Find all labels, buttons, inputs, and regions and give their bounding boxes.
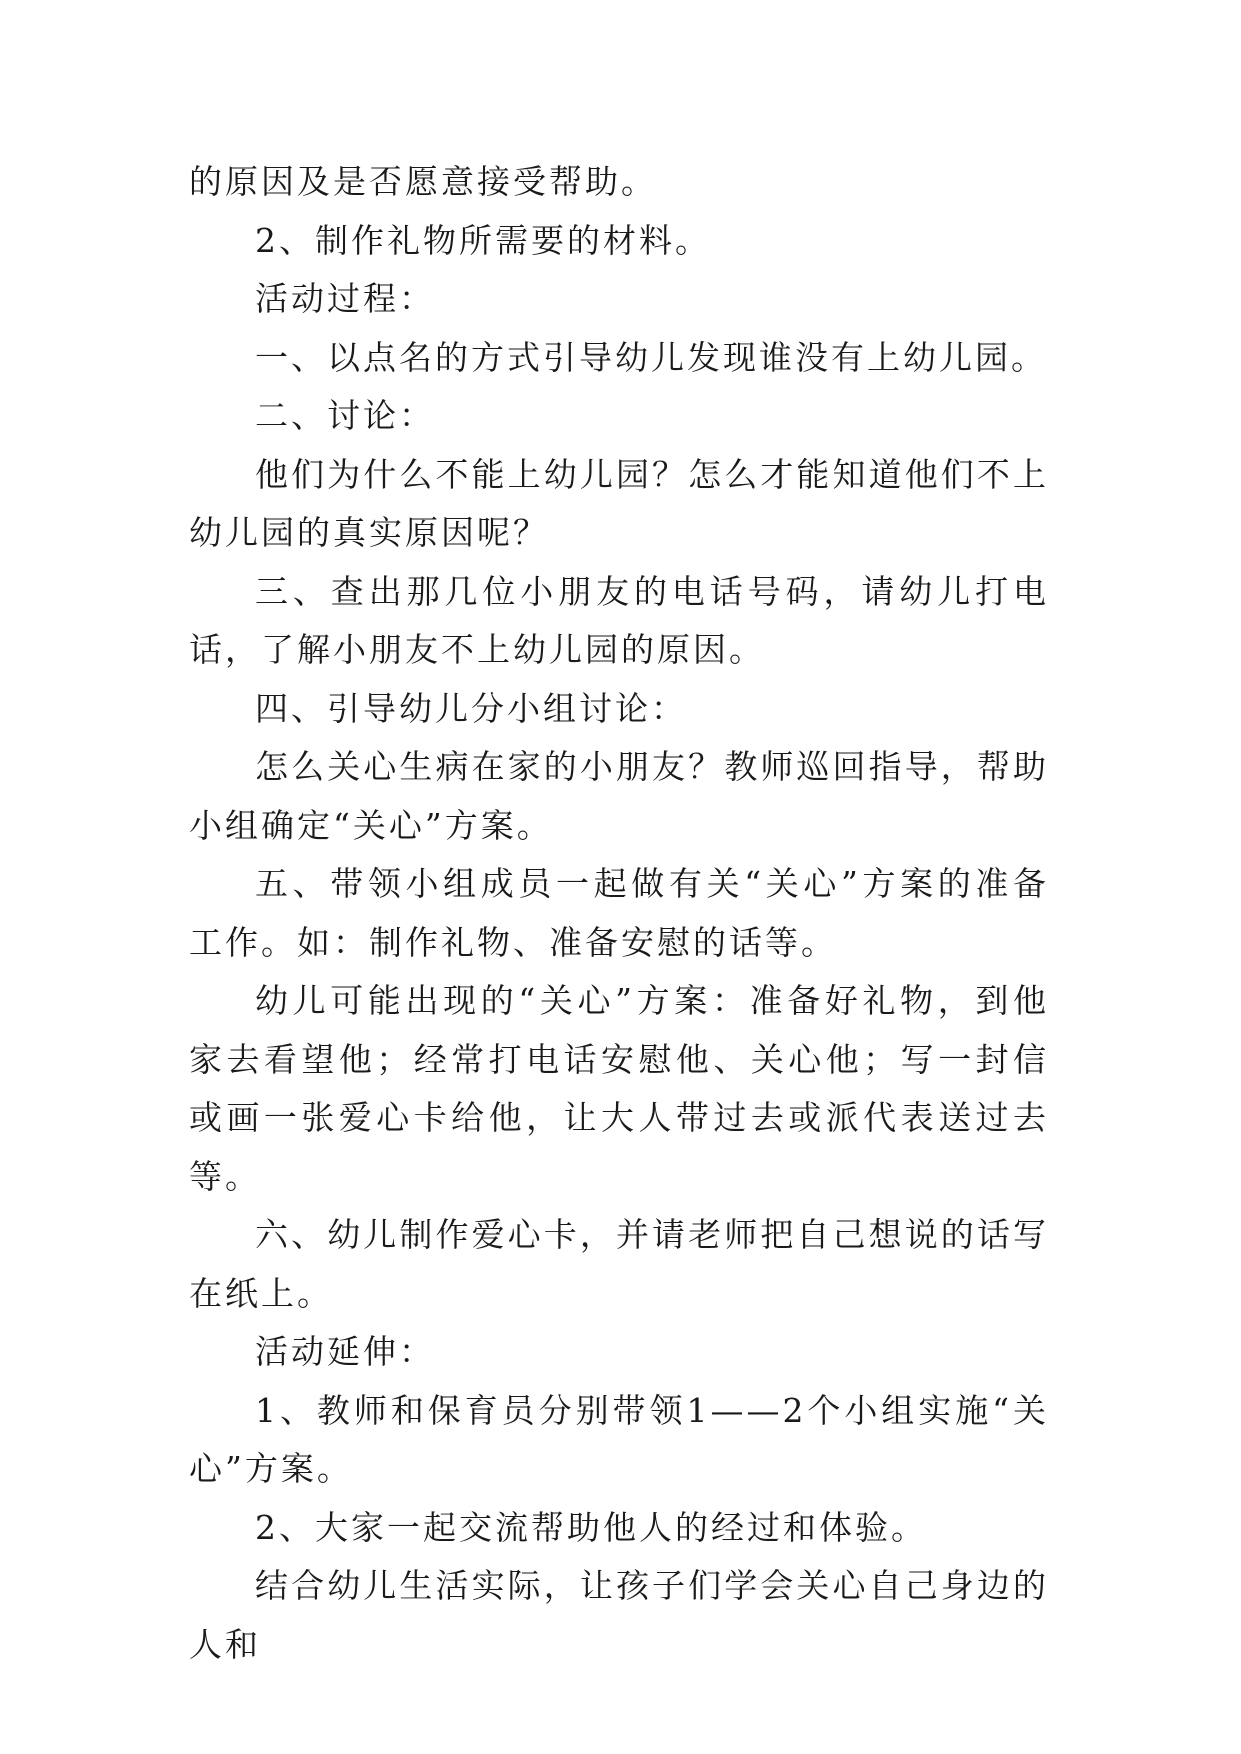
paragraph-step-four: 四、引导幼儿分小组讨论： [255,688,687,728]
paragraph-discussion-question: 他们为什么不能上幼儿园？怎么才能知道他们不上幼儿园的真实原因呢？ [189,454,1049,552]
paragraph-continuation: 的原因及是否愿意接受帮助。 [189,162,657,201]
document-body [189,153,1049,1674]
paragraph-extension-two: 2、大家一起交流帮助他人的经过和体验。 [255,1507,927,1547]
section-heading-activity-extension: 活动延伸： [255,1332,435,1371]
paragraph-conclusion: 结合幼儿生活实际，让孩子们学会关心自己身边的人和 [189,1566,1049,1664]
paragraph-extension-one: 1、教师和保育员分别带领1——2个小组实施“关心”方案。 [189,1390,1049,1488]
paragraph-materials: 2、制作礼物所需要的材料。 [255,220,711,260]
section-heading-activity-process: 活动过程： [255,279,435,318]
paragraph-step-one: 一、以点名的方式引导幼儿发现谁没有上幼儿园。 [255,337,1047,377]
paragraph-step-six: 六、幼儿制作爱心卡，并请老师把自己想说的话写在纸上。 [189,1215,1049,1313]
paragraph-group-discussion: 怎么关心生病在家的小朋友？教师巡回指导，帮助小组确定“关心”方案。 [189,747,1049,845]
paragraph-step-three: 三、查出那几位小朋友的电话号码，请幼儿打电话，了解小朋友不上幼儿园的原因。 [189,571,1049,669]
paragraph-step-two: 二、讨论： [255,396,435,435]
paragraph-care-plans: 幼儿可能出现的“关心”方案：准备好礼物，到他家去看望他；经常打电话安慰他、关心他；写一封信或画一张爱心卡给他，让大人带过去或派代表送过去等。 [189,981,1049,1196]
paragraph-step-five: 五、带领小组成员一起做有关“关心”方案的准备工作。如：制作礼物、准备安慰的话等。 [189,864,1049,962]
